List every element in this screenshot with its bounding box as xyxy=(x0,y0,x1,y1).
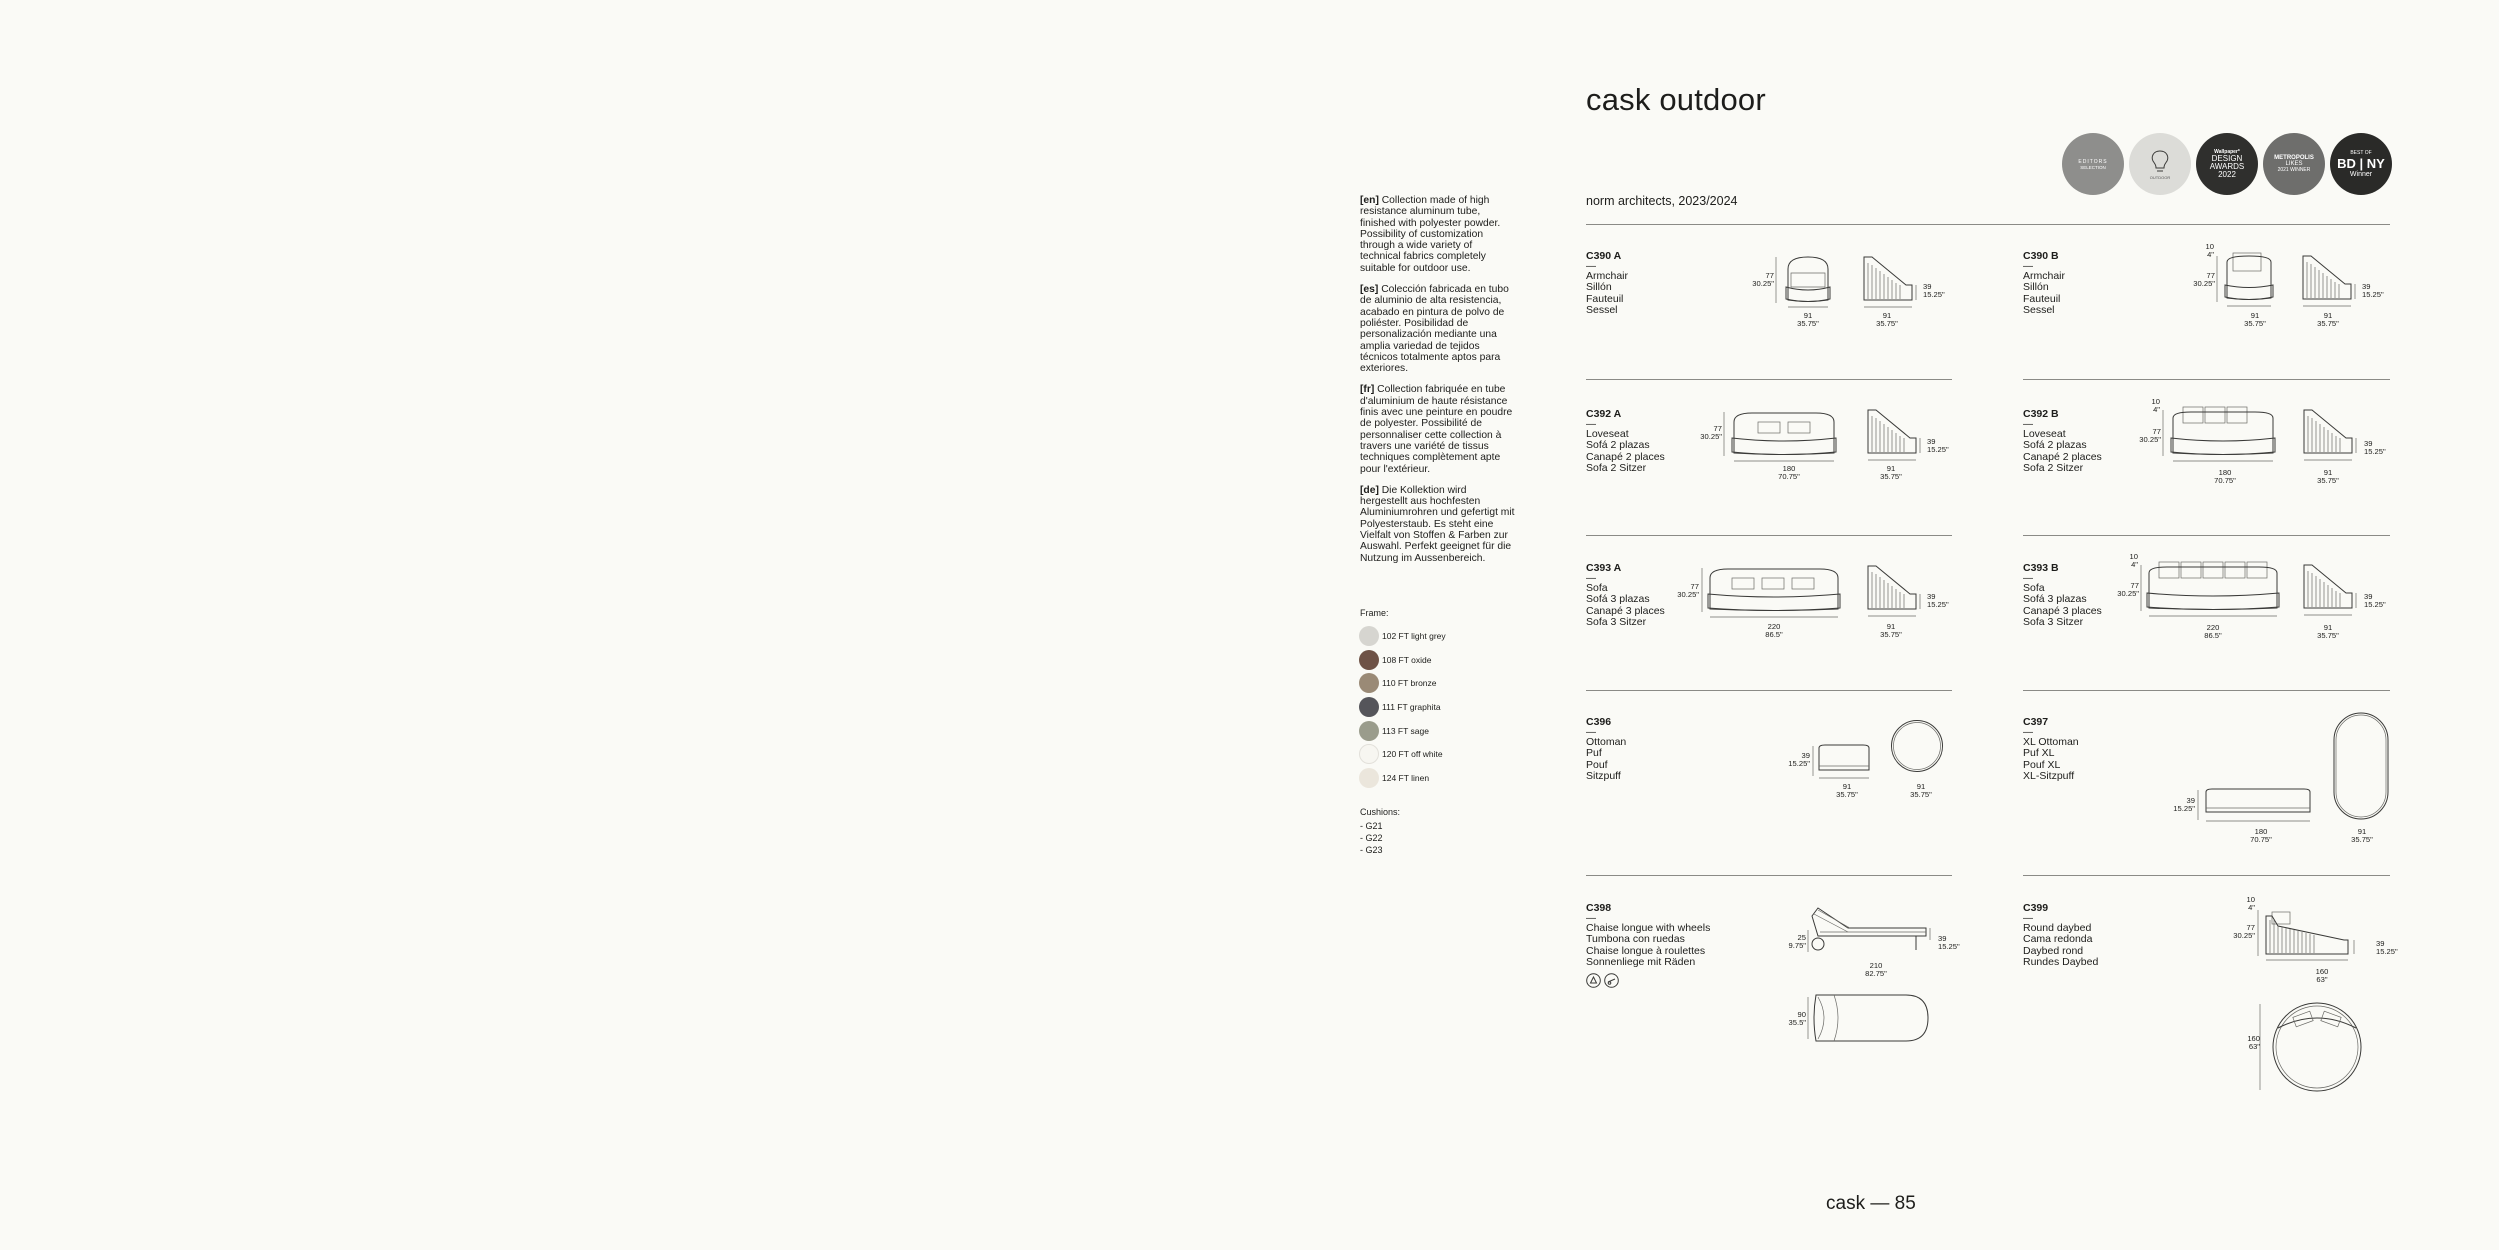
swatch-sage: 113 FT sage xyxy=(1359,719,1446,743)
dim-height: 77 30.25" xyxy=(1752,271,1774,288)
product-names: Sofa Sofá 3 plazas Canapé 3 places Sofa 3 Sitzer xyxy=(1586,582,1665,628)
armchair-b-front-drawing xyxy=(2217,250,2281,310)
product-c393a xyxy=(1586,562,1665,628)
award-seal-icon: EDITORS SELECTION xyxy=(2062,133,2124,195)
loveseat-b-side-drawing xyxy=(2300,404,2360,464)
armchair-b-side-drawing xyxy=(2299,250,2359,310)
product-code: C390 A xyxy=(1586,250,1622,262)
row-divider xyxy=(1586,690,1952,691)
product-code: C399 xyxy=(2023,902,2049,914)
product-names: Chaise longue with wheels Tumbona con ruedas Chaise longue à roulettes Sonnenliege mit Räden xyxy=(1586,922,1711,968)
code-dash: — xyxy=(2023,573,2033,584)
product-names: Loveseat Sofá 2 plazas Canapé 2 places Sofa 2 Sitzer xyxy=(2023,428,2102,474)
dim-height: 77 30.25" xyxy=(1700,424,1722,441)
row-divider xyxy=(2023,379,2390,380)
product-c392a xyxy=(1586,408,1665,474)
dim-width: 180 70.75" xyxy=(1778,464,1800,481)
code-dash: — xyxy=(2023,727,2033,738)
code-dash: — xyxy=(1586,727,1596,738)
wheels-icon xyxy=(1604,973,1619,988)
dim-seat-height: 39 15.25" xyxy=(2362,282,2384,299)
dim-seat-height: 39 15.25" xyxy=(1927,592,1949,609)
row-divider xyxy=(2023,690,2390,691)
product-code: C393 B xyxy=(2023,562,2059,574)
armchair-front-drawing xyxy=(1776,255,1840,310)
sofa-b-front-drawing xyxy=(2141,559,2285,619)
row-divider xyxy=(1586,875,1952,876)
dim-diameter: 91 35.75" xyxy=(1910,782,1932,799)
dim-height: 39 15.25" xyxy=(2173,796,2195,813)
description-fr: [fr] Collection fabriquée en tube d'aluminium de haute résistance finis avec une peinture en poudre de polyester. Possibilité de personnaliser cette collection à travers une variété de tissus techniques complètement apte pour l'extérieur. xyxy=(1360,384,1513,475)
code-dash: — xyxy=(1586,573,1596,584)
dim-length: 180 70.75" xyxy=(2250,827,2272,844)
dim-width: 220 86.5" xyxy=(1765,622,1783,639)
dim-seat-height: 39 15.25" xyxy=(1927,437,1949,454)
dim-leg-height: 25 9.75" xyxy=(1788,933,1806,950)
dim-seat-height: 39 15.25" xyxy=(1938,934,1960,951)
metropolis-likes-icon: METROPOLIS LIKES 2021 WINNER xyxy=(2263,133,2325,195)
dim-height: 77 30.25" xyxy=(2117,581,2139,598)
round-daybed-top-drawing xyxy=(2260,1000,2366,1094)
product-code: C397 xyxy=(2023,716,2049,728)
swatch-light-grey: 102 FT light grey xyxy=(1359,624,1446,648)
best-of-bdny-icon: BEST OF BD | NY Winner xyxy=(2330,133,2392,195)
swatch-linen: 124 FT linen xyxy=(1359,766,1446,790)
loveseat-side-drawing xyxy=(1864,408,1924,463)
code-dash: — xyxy=(1586,261,1596,272)
armchair-side-drawing xyxy=(1860,255,1920,310)
dim-height: 77 30.25" xyxy=(2139,427,2161,444)
dim-depth: 91 35.75" xyxy=(1876,311,1898,328)
code-dash: — xyxy=(1586,419,1596,430)
dim-height: 77 30.25" xyxy=(2233,923,2255,940)
product-c390a xyxy=(1586,250,1628,316)
sofa-front-drawing xyxy=(1702,564,1846,619)
swatch-oxide: 108 FT oxide xyxy=(1359,648,1446,672)
product-code: C392 A xyxy=(1586,408,1622,420)
dim-width: 91 35.75" xyxy=(1836,782,1858,799)
dim-cushion-height: 10 4" xyxy=(2129,552,2138,569)
dim-seat-height: 39 15.25" xyxy=(2364,439,2386,456)
dim-diameter: 160 63" xyxy=(2247,1034,2260,1051)
ottoman-side-drawing xyxy=(1813,742,1875,782)
page-footer: cask — 85 xyxy=(1826,1193,1916,1214)
dim-height: 77 30.25" xyxy=(2193,271,2215,288)
product-c390b xyxy=(2023,250,2065,316)
product-c396 xyxy=(1586,716,1626,782)
chaise-longue-side-drawing xyxy=(1808,904,1934,956)
design-awards-icon: Wallpaper* DESIGN AWARDS 2022 xyxy=(2196,133,2258,195)
product-code: C396 xyxy=(1586,716,1612,728)
description-en: [en] Collection made of high resistance aluminum tube, finished with polyester powder. Possibility of customization through a wide variety of technical fabrics completely suitable for outdoor use. xyxy=(1360,195,1501,274)
product-code: C398 xyxy=(1586,902,1612,914)
dim-width: 180 70.75" xyxy=(2214,468,2236,485)
dim-width: 90 35.5" xyxy=(1788,1010,1806,1027)
sofa-b-side-drawing xyxy=(2300,559,2360,619)
architects-credit: norm architects, 2023/2024 xyxy=(1586,194,1738,208)
description-de: [de] Die Kollektion wird hergestellt aus hochfesten Aluminiumrohren und gefertigt mit Polyesterstaub. Es steht eine Vielfalt von Stoffen & Farben zur Auswahl. Perfekt geeignet für die Nutzung im Aussenbereich. xyxy=(1360,484,1515,564)
product-code: C392 B xyxy=(2023,408,2059,420)
product-names: Ottoman Puf Pouf Sitzpuff xyxy=(1586,736,1627,782)
product-code: C393 A xyxy=(1586,562,1622,574)
dim-height: 39 15.25" xyxy=(1788,751,1810,768)
round-daybed-side-drawing xyxy=(2258,906,2362,962)
dim-seat-height: 39 15.25" xyxy=(2364,592,2386,609)
dim-depth: 91 35.75" xyxy=(1880,622,1902,639)
page-title: cask outdoor xyxy=(1586,82,1766,117)
xl-ottoman-top-drawing xyxy=(2333,712,2389,820)
dim-width: 91 35.75" xyxy=(2351,827,2373,844)
product-code: C390 B xyxy=(2023,250,2059,262)
dim-seat-height: 39 15.25" xyxy=(1923,282,1945,299)
product-names: Armchair Sillón Fauteuil Sessel xyxy=(2023,270,2066,316)
row-divider xyxy=(1586,379,1952,380)
dim-width: 91 35.75" xyxy=(1797,311,1819,328)
outdoor-use-icon xyxy=(1586,973,1601,988)
product-c398 xyxy=(1586,902,1710,988)
dim-length: 210 82.75" xyxy=(1865,961,1887,978)
frame-title: Frame: xyxy=(1360,608,1389,618)
dim-width: 91 35.75" xyxy=(2244,311,2266,328)
loveseat-b-front-drawing xyxy=(2163,404,2283,464)
code-dash: — xyxy=(1586,913,1596,924)
row-divider xyxy=(2023,535,2390,536)
swatch-off-white: 120 FT off white xyxy=(1359,742,1446,766)
dim-width: 220 86.5" xyxy=(2204,623,2222,640)
product-c399 xyxy=(2023,902,2098,968)
product-names: XL Ottoman Puf XL Pouf XL XL-Sitzpuff xyxy=(2023,736,2079,782)
product-names: Loveseat Sofá 2 plazas Canapé 2 places Sofa 2 Sitzer xyxy=(1586,428,1665,474)
product-names: Armchair Sillón Fauteuil Sessel xyxy=(1586,270,1629,316)
dim-cushion-height: 10 4" xyxy=(2151,397,2160,414)
code-dash: — xyxy=(2023,913,2033,924)
lightbulb-award-icon: OUTDOOR xyxy=(2129,133,2191,195)
row-divider xyxy=(2023,875,2390,876)
swatch-graphita: 111 FT graphita xyxy=(1359,695,1446,719)
product-names: Sofa Sofá 3 plazas Canapé 3 places Sofa 3 Sitzer xyxy=(2023,582,2102,628)
code-dash: — xyxy=(2023,261,2033,272)
dim-cushion-height: 10 4" xyxy=(2205,242,2214,259)
dim-cushion-height: 10 4" xyxy=(2246,895,2255,912)
dim-depth: 91 35.75" xyxy=(2317,468,2339,485)
sofa-side-drawing xyxy=(1864,564,1924,619)
swatch-bronze: 110 FT bronze xyxy=(1359,671,1446,695)
description-column xyxy=(1360,195,1515,574)
care-icons xyxy=(1586,973,1710,988)
cushions-list xyxy=(1360,820,1383,856)
cushion-item: - G23 xyxy=(1360,845,1383,855)
code-dash: — xyxy=(2023,419,2033,430)
ottoman-top-drawing xyxy=(1890,719,1944,773)
product-c393b xyxy=(2023,562,2102,628)
dim-depth: 91 35.75" xyxy=(1880,464,1902,481)
awards-row xyxy=(2062,133,2392,195)
dim-length: 160 63" xyxy=(2315,967,2329,984)
cushion-item: - G21 xyxy=(1360,821,1383,831)
dim-height: 77 30.25" xyxy=(1677,582,1699,599)
dim-depth: 91 35.75" xyxy=(2317,311,2339,328)
description-es: [es] Colección fabricada en tubo de aluminio de alta resistencia, acabado en pintura de polvo de poliéster. Posibilidad de personalización mediante una amplia variedad de tejidos técnicos totalmente aptos para exteriores. xyxy=(1360,284,1509,375)
dim-seat-height: 39 15.25" xyxy=(2376,939,2398,956)
cushions-title: Cushions: xyxy=(1360,807,1401,817)
cushion-item: - G22 xyxy=(1360,833,1383,843)
product-names: Round daybed Cama redonda Daybed rond Rundes Daybed xyxy=(2023,922,2099,968)
frame-swatch-list xyxy=(1359,624,1446,790)
product-c397 xyxy=(2023,716,2079,782)
chaise-longue-top-drawing xyxy=(1808,993,1930,1043)
loveseat-front-drawing xyxy=(1724,408,1844,463)
product-c392b xyxy=(2023,408,2102,474)
xl-ottoman-side-drawing xyxy=(2198,786,2316,826)
row-divider xyxy=(1586,535,1952,536)
header-divider xyxy=(1586,224,2390,225)
dim-depth: 91 35.75" xyxy=(2317,623,2339,640)
